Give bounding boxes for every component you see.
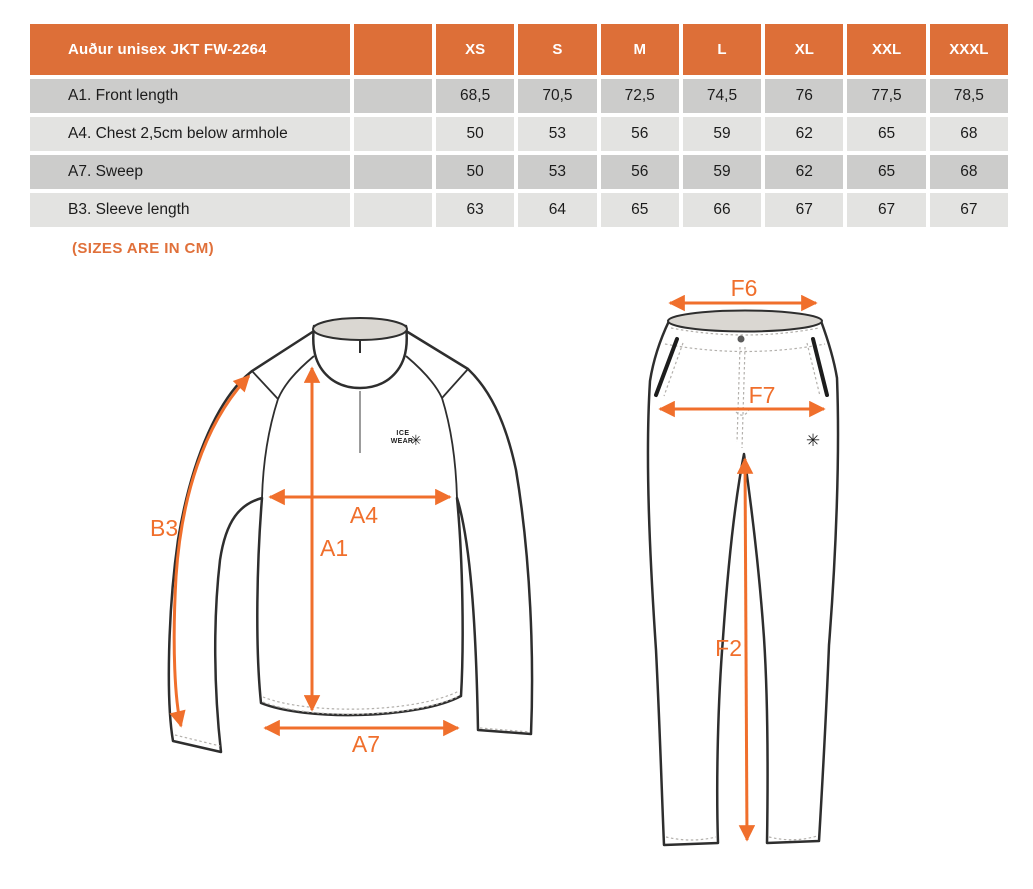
table-cell: 67	[847, 193, 925, 227]
table-cell: 56	[601, 155, 679, 189]
table-cell: 53	[518, 117, 596, 151]
table-cell: 67	[930, 193, 1008, 227]
a7-label: A7	[351, 731, 381, 757]
table-cell: 62	[765, 117, 843, 151]
size-column-header: XL	[765, 24, 843, 75]
product-title: Auður unisex JKT FW-2264	[30, 24, 350, 75]
table-cell: 65	[847, 117, 925, 151]
table-cell: 63	[436, 193, 514, 227]
table-cell: 59	[683, 155, 761, 189]
brand-logo-line2: WEAR	[390, 438, 414, 445]
table-cell: 66	[683, 193, 761, 227]
snowflake-icon: ✳	[410, 433, 422, 449]
table-cell: 77,5	[847, 79, 925, 113]
table-cell: 53	[518, 155, 596, 189]
pants-diagram	[625, 280, 915, 870]
snowflake-icon: ✳	[805, 431, 821, 451]
row-spacer-cell	[354, 79, 432, 113]
jacket-outline	[169, 331, 532, 752]
table-cell: 64	[518, 193, 596, 227]
jacket-diagram	[140, 293, 572, 765]
size-column-header: L	[683, 24, 761, 75]
size-column-header: M	[601, 24, 679, 75]
table-cell: 70,5	[518, 79, 596, 113]
f2-inseam-arrow	[745, 459, 747, 840]
units-note: (SIZES ARE IN CM)	[72, 240, 215, 257]
table-cell: 78,5	[930, 79, 1008, 113]
table-cell: 74,5	[683, 79, 761, 113]
row-label: A1. Front length	[30, 79, 350, 113]
table-cell: 68	[930, 155, 1008, 189]
table-cell: 50	[436, 155, 514, 189]
row-spacer-cell	[354, 117, 432, 151]
table-cell: 65	[847, 155, 925, 189]
waist-button	[738, 336, 745, 343]
row-label: B3. Sleeve length	[30, 193, 350, 227]
table-cell: 62	[765, 155, 843, 189]
f6-label: F6	[730, 280, 758, 301]
pants-outline	[648, 321, 838, 845]
row-label: A7. Sweep	[30, 155, 350, 189]
size-column-header: XS	[436, 24, 514, 75]
row-label: A4. Chest 2,5cm below armhole	[30, 117, 350, 151]
waist-opening	[668, 311, 822, 332]
table-cell: 67	[765, 193, 843, 227]
size-column-header: S	[518, 24, 596, 75]
table-cell: 72,5	[601, 79, 679, 113]
brand-logo-line1: ICE	[396, 430, 410, 437]
table-cell: 68	[930, 117, 1008, 151]
table-cell: 68,5	[436, 79, 514, 113]
a1-label: A1	[320, 535, 349, 561]
table-cell: 50	[436, 117, 514, 151]
f2-label: F2	[715, 635, 742, 661]
table-cell: 76	[765, 79, 843, 113]
table-cell: 59	[683, 117, 761, 151]
row-spacer-cell	[354, 155, 432, 189]
size-column-header: XXXL	[930, 24, 1008, 75]
b3-label: B3	[150, 515, 179, 541]
f7-label: F7	[748, 382, 776, 408]
collar-opening	[313, 318, 407, 340]
size-column-header: XXL	[847, 24, 925, 75]
a4-label: A4	[349, 502, 379, 528]
row-spacer-cell	[354, 193, 432, 227]
table-cell: 65	[601, 193, 679, 227]
size-chart-table	[30, 24, 1008, 227]
table-cell: 56	[601, 117, 679, 151]
header-spacer-cell	[354, 24, 432, 75]
